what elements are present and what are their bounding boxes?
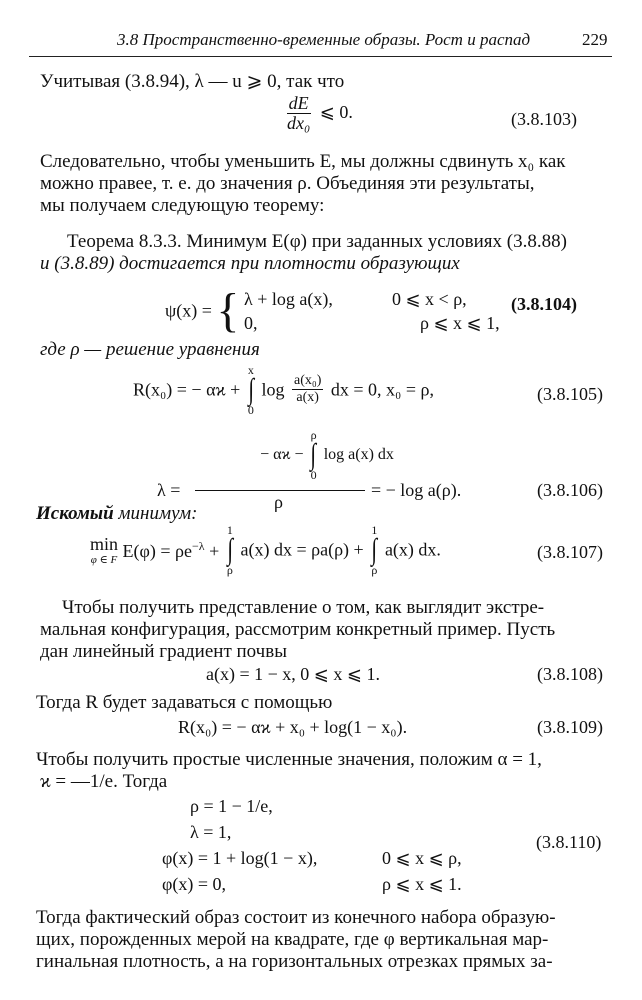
paragraph-6-line-1: Тогда фактический образ состоит из конечного набора образую- bbox=[36, 907, 556, 928]
page-number: 229 bbox=[582, 30, 608, 49]
log-operator: log bbox=[261, 379, 285, 400]
fraction-bar bbox=[195, 490, 365, 491]
integral bbox=[309, 429, 317, 481]
equation-label-105: (3.8.105) bbox=[537, 384, 603, 404]
exponent: −λ bbox=[192, 538, 205, 553]
equation-label-108: (3.8.108) bbox=[537, 664, 603, 684]
integral-sign: ∫ bbox=[247, 373, 254, 406]
equation-106-rhs: = − log a(ρ). bbox=[371, 480, 462, 500]
integral-upper-limit: x bbox=[247, 363, 254, 377]
left-brace: { bbox=[216, 284, 240, 337]
fraction-numerator: dE bbox=[288, 93, 309, 113]
theorem-line-1: Теорема 8.3.3. Минимум E(φ) при заданных условиях (3.8.88) bbox=[67, 231, 567, 252]
plus-sign: + bbox=[204, 540, 220, 561]
fraction-numerator bbox=[192, 429, 462, 481]
theorem-line-2: и (3.8.89) достигается при плотности образующих bbox=[40, 253, 460, 274]
equation-3-8-106-fraction bbox=[192, 429, 462, 481]
case-2-expression: 0, bbox=[243, 313, 258, 333]
integral-2 bbox=[370, 524, 378, 576]
integral-sign: ∫ bbox=[310, 438, 317, 471]
integral-sign: ∫ bbox=[371, 533, 378, 566]
case-1-expression: λ + log a(x), bbox=[243, 289, 333, 309]
equation-106-lhs: λ = bbox=[157, 480, 181, 500]
equation-label-106: (3.8.106) bbox=[537, 480, 603, 500]
running-title: 3.8 Пространственно-временные образы. Рост и распад bbox=[117, 30, 531, 49]
where-clause: где ρ — решение уравнения bbox=[40, 339, 260, 360]
equation-rhs: dx = 0, x₀ = ρ, bbox=[330, 379, 434, 400]
equation-110-line-4-cond: ρ ⩽ x ⩽ 1. bbox=[382, 874, 462, 894]
paragraph-5-line-2: ϰ = —1/e. Тогда bbox=[40, 771, 168, 792]
sought-bold-word: Искомый bbox=[36, 503, 114, 524]
min-word: min bbox=[90, 534, 119, 554]
min-subscript: φ ∈ F bbox=[90, 554, 118, 566]
case-1-condition: 0 ⩽ x < ρ, bbox=[391, 289, 467, 309]
paragraph-3-line-3: дан линейный градиент почвы bbox=[40, 641, 287, 662]
equation-3-8-107 bbox=[90, 524, 441, 576]
equation-110-line-3-expr: φ(x) = 1 + log(1 − x), bbox=[162, 848, 318, 868]
integral-upper-limit: 1 bbox=[226, 523, 233, 537]
equation-term-2: a(x) dx = ρa(ρ) + bbox=[240, 539, 364, 560]
equation-3-8-103 bbox=[282, 94, 353, 134]
equation-110-line-1: ρ = 1 − 1/e, bbox=[190, 796, 273, 816]
equation-lhs: ψ(x) = bbox=[165, 300, 212, 321]
fraction-denominator: a(x) bbox=[296, 390, 319, 406]
paragraph-1: Учитывая (3.8.94), λ — u ⩾ 0, так что bbox=[40, 71, 345, 92]
equation-3-8-109: R(x₀) = − αϰ + x₀ + log(1 − x₀). bbox=[178, 717, 408, 737]
term-1-base: E(φ) = ρe bbox=[122, 540, 193, 561]
integral-1 bbox=[226, 524, 234, 576]
numerator-prefix: − αϰ − bbox=[260, 446, 304, 463]
sought-minimum-heading bbox=[36, 503, 198, 525]
paragraph-3-line-1: Чтобы получить представление о том, как выглядит экстре- bbox=[62, 597, 545, 618]
fraction-numerator: a(x₀) bbox=[293, 373, 322, 389]
fraction-dE-dx0 bbox=[285, 94, 312, 134]
integral-lower-limit: ρ bbox=[226, 563, 233, 577]
fraction-denominator: dx₀ bbox=[287, 112, 311, 133]
equation-110-line-4-expr: φ(x) = 0, bbox=[162, 874, 227, 894]
paragraph-2-line-1: Следовательно, чтобы уменьшить E, мы должны сдвинуть x₀ как bbox=[40, 151, 566, 172]
paragraph-2-line-2: можно правее, т. е. до значения ρ. Объединяя эти результаты, bbox=[40, 173, 535, 194]
header-rule bbox=[29, 56, 612, 57]
equation-label-104: (3.8.104) bbox=[511, 294, 577, 314]
fraction-denominator: ρ bbox=[274, 492, 283, 512]
equation-3-8-104 bbox=[165, 284, 500, 337]
paragraph-6-line-2: щих, порожденных мерой на квадрате, где φ вертикальная мар- bbox=[36, 929, 549, 950]
numerator-integrand: log a(x) dx bbox=[323, 446, 394, 463]
integral-upper-limit: ρ bbox=[310, 428, 317, 442]
paragraph-3-line-2: мальная конфигурация, рассмотрим конкретный пример. Пусть bbox=[40, 619, 556, 640]
equation-110-line-3-cond: 0 ⩽ x ⩽ ρ, bbox=[382, 848, 462, 868]
equation-term-1 bbox=[122, 538, 220, 561]
fraction-a-ratio bbox=[292, 374, 323, 405]
paragraph-6-line-3: гинальная плотность, а на горизонтальных отрезках прямых за- bbox=[36, 951, 553, 972]
sought-rest: минимум: bbox=[113, 503, 198, 524]
paragraph-4: Тогда R будет задаваться с помощью bbox=[36, 692, 333, 713]
cases bbox=[244, 287, 500, 335]
min-operator bbox=[90, 534, 118, 566]
equation-label-107: (3.8.107) bbox=[537, 542, 603, 562]
equation-lhs: R(x₀) = − αϰ + bbox=[133, 379, 241, 400]
integral-lower-limit: 0 bbox=[310, 468, 317, 482]
paragraph-2-line-3: мы получаем следующую теорему: bbox=[40, 195, 325, 216]
equation-label-109: (3.8.109) bbox=[537, 717, 603, 737]
integral bbox=[247, 364, 255, 416]
equation-rhs: ⩽ 0. bbox=[319, 101, 353, 122]
integral-lower-limit: ρ bbox=[371, 563, 378, 577]
equation-label-110: (3.8.110) bbox=[536, 832, 602, 852]
equation-term-3: a(x) dx. bbox=[384, 539, 441, 560]
integral-upper-limit: 1 bbox=[371, 523, 378, 537]
integral-lower-limit: 0 bbox=[247, 403, 254, 417]
equation-label-103: (3.8.103) bbox=[511, 109, 577, 129]
integral-sign: ∫ bbox=[226, 533, 233, 566]
equation-110-line-2: λ = 1, bbox=[190, 822, 232, 842]
equation-3-8-105 bbox=[133, 364, 434, 416]
equation-3-8-108: a(x) = 1 − x, 0 ⩽ x ⩽ 1. bbox=[206, 664, 380, 684]
paragraph-5-line-1: Чтобы получить простые численные значения, положим α = 1, bbox=[36, 749, 542, 770]
case-2-condition: ρ ⩽ x ⩽ 1, bbox=[419, 313, 500, 333]
